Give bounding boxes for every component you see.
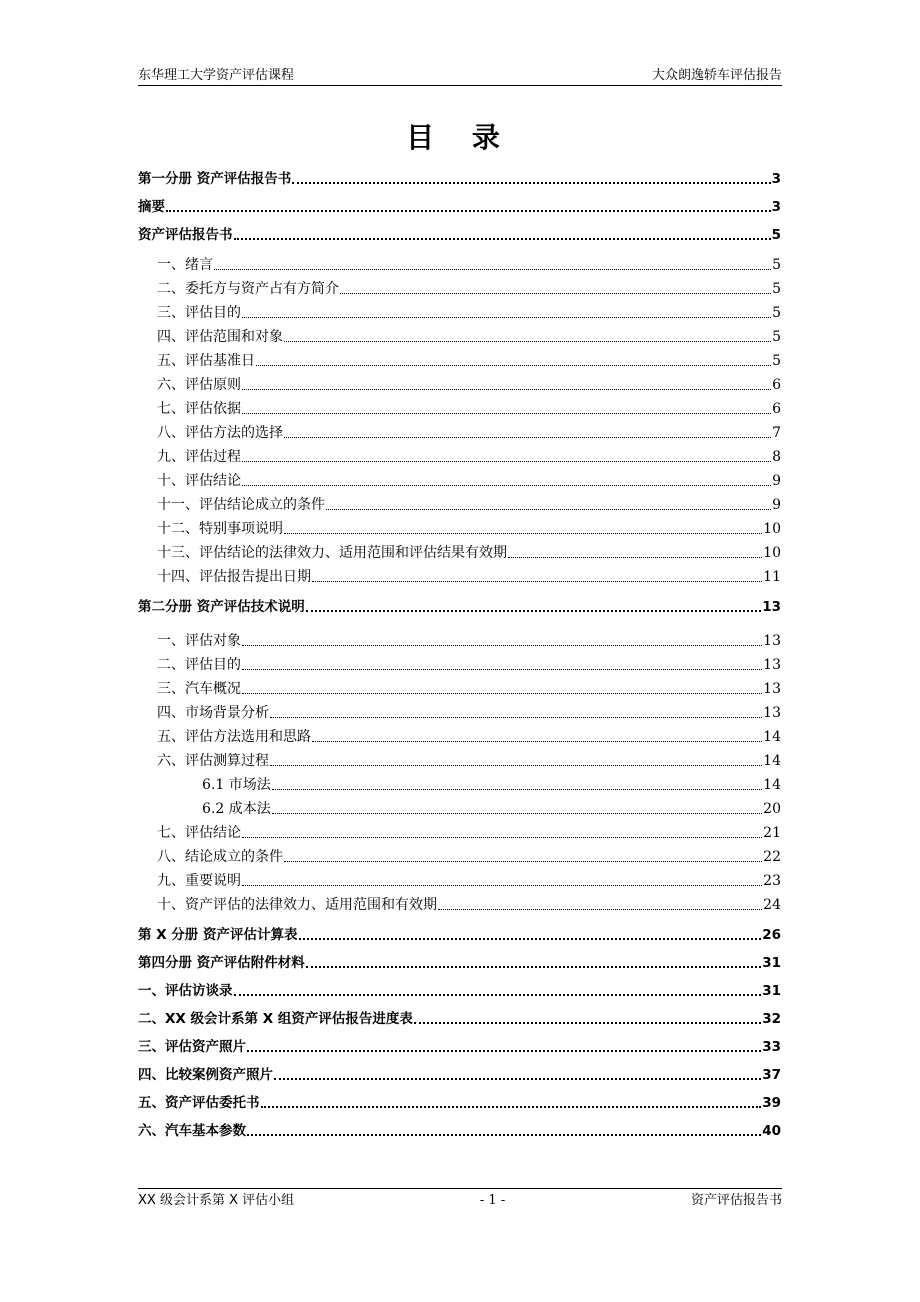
toc-entry-page: 20: [763, 801, 781, 817]
toc-entry-label: 四、市场背景分析: [157, 705, 269, 721]
toc-leader-dots: [261, 1106, 762, 1108]
toc-leader-dots: [242, 885, 762, 886]
toc-leader-dots: [284, 861, 762, 862]
toc-entry-page: 13: [763, 681, 781, 697]
toc-entry-label: 6.2 成本法: [202, 801, 271, 817]
toc-entry-label: 六、评估测算过程: [157, 753, 269, 769]
toc-entry-label: 十三、评估结论的法律效力、适用范围和评估结果有效期: [157, 545, 507, 561]
toc-entry[interactable]: [138, 1064, 781, 1084]
toc-entry-page: 7: [772, 425, 781, 441]
toc-entry-label: 六、汽车基本参数: [138, 1123, 246, 1139]
toc-entry[interactable]: [138, 566, 781, 586]
toc-entry-page: 11: [763, 569, 781, 585]
toc-entry-page: 33: [762, 1039, 781, 1055]
toc-entry-page: 14: [763, 777, 781, 793]
toc-entry-label: 十、资产评估的法律效力、适用范围和有效期: [157, 897, 437, 913]
toc-entry-page: 9: [772, 497, 781, 513]
toc-leader-dots: [438, 909, 762, 910]
footer-left-text: XX 级会计系第 X 评估小组: [138, 1193, 295, 1208]
toc-leader-dots: [274, 1078, 761, 1080]
toc-entry-page: 5: [771, 227, 781, 243]
toc-leader-dots: [272, 789, 762, 790]
toc-leader-dots: [242, 645, 762, 646]
toc-entry[interactable]: [138, 846, 781, 866]
toc-leader-dots: [340, 293, 771, 294]
toc-entry-label: 一、评估对象: [157, 633, 241, 649]
toc-entry[interactable]: [138, 774, 781, 794]
toc-leader-dots: [242, 413, 771, 414]
toc-entry-label: 二、评估目的: [157, 657, 241, 673]
toc-entry[interactable]: [138, 168, 781, 188]
toc-entry-label: 三、汽车概况: [157, 681, 241, 697]
toc-entry-page: 5: [772, 353, 781, 369]
toc-entry-page: 5: [772, 305, 781, 321]
toc-leader-dots: [256, 365, 771, 366]
toc-entry-label: 一、绪言: [157, 257, 213, 273]
toc-leader-dots: [247, 1050, 761, 1052]
toc-entry[interactable]: [138, 678, 781, 698]
toc-entry-label: 六、评估原则: [157, 377, 241, 393]
toc-leader-dots: [234, 994, 762, 996]
toc-leader-dots: [242, 693, 762, 694]
toc-entry-page: 24: [763, 897, 781, 913]
page-header: [138, 64, 782, 86]
toc-entry-label: 九、重要说明: [157, 873, 241, 889]
toc-leader-dots: [270, 717, 762, 718]
footer-right-text: 资产评估报告书: [690, 1193, 782, 1208]
toc-entry[interactable]: [138, 398, 781, 418]
toc-entry-label: 6.1 市场法: [202, 777, 271, 793]
toc-entry-label: 三、评估目的: [157, 305, 241, 321]
toc-entry-page: 13: [763, 705, 781, 721]
toc-entry-label: 九、评估过程: [157, 449, 241, 465]
toc-entry[interactable]: [138, 894, 781, 914]
toc-entry-page: 5: [772, 281, 781, 297]
toc-leader-dots: [312, 741, 762, 742]
toc-entry-page: 3: [771, 199, 781, 215]
toc-entry[interactable]: [138, 518, 781, 538]
toc-entry[interactable]: [138, 702, 781, 722]
toc-leader-dots: [234, 238, 771, 240]
toc-entry[interactable]: [138, 1120, 781, 1140]
toc-leader-dots: [508, 557, 762, 558]
toc-entry-label: 八、评估方法的选择: [157, 425, 283, 441]
toc-leader-dots: [166, 210, 771, 212]
toc-leader-dots: [284, 533, 762, 534]
toc-entry-page: 23: [763, 873, 781, 889]
toc-entry-page: 14: [763, 729, 781, 745]
toc-entry[interactable]: [138, 630, 781, 650]
toc-entry-label: 十一、评估结论成立的条件: [157, 497, 325, 513]
toc-entry-page: 26: [762, 927, 781, 943]
toc-entry-page: 40: [762, 1123, 781, 1139]
toc-entry[interactable]: [138, 196, 781, 216]
toc-entry-page: 9: [772, 473, 781, 489]
toc-entry[interactable]: [138, 952, 781, 972]
toc-entry-page: 10: [763, 521, 781, 537]
toc-entry-page: 5: [772, 329, 781, 345]
toc-leader-dots: [242, 389, 771, 390]
toc-entry[interactable]: [138, 924, 781, 944]
toc-entry-label: 五、资产评估委托书: [138, 1095, 260, 1111]
toc-leader-dots: [242, 669, 762, 670]
toc-entry[interactable]: [138, 470, 781, 490]
toc-entry-page: 8: [772, 449, 781, 465]
header-right-text: 大众朗逸轿车评估报告: [651, 68, 782, 83]
toc-leader-dots: [242, 485, 771, 486]
toc-entry-label: 第 X 分册 资产评估计算表: [138, 927, 298, 943]
toc-entry-page: 31: [762, 955, 781, 971]
toc-entry[interactable]: [138, 254, 781, 274]
toc-entry[interactable]: [138, 302, 781, 322]
toc-entry[interactable]: [138, 1092, 781, 1112]
toc-leader-dots: [306, 610, 762, 612]
toc-entry[interactable]: [138, 446, 781, 466]
toc-entry-label: 十四、评估报告提出日期: [157, 569, 311, 585]
toc-entry-page: 13: [763, 657, 781, 673]
toc-entry-label: 资产评估报告书: [138, 227, 233, 243]
toc-entry[interactable]: [138, 822, 781, 842]
toc-entry[interactable]: [138, 596, 781, 616]
toc-entry[interactable]: [138, 224, 781, 244]
toc-entry[interactable]: [138, 870, 781, 890]
toc-entry[interactable]: [138, 326, 781, 346]
toc-entry-label: 一、评估访谈录: [138, 983, 233, 999]
toc-leader-dots: [272, 813, 762, 814]
toc-entry-label: 五、评估方法选用和思路: [157, 729, 311, 745]
toc-entry-label: 四、评估范围和对象: [157, 329, 283, 345]
toc-leader-dots: [242, 837, 762, 838]
toc-leader-dots: [312, 581, 762, 582]
toc-entry-page: 14: [763, 753, 781, 769]
toc-entry-page: 6: [772, 401, 781, 417]
toc-entry[interactable]: [138, 654, 781, 674]
toc-entry-label: 七、评估依据: [157, 401, 241, 417]
toc-leader-dots: [242, 461, 771, 462]
toc-entry-label: 二、XX 级会计系第 X 组资产评估报告进度表: [138, 1011, 413, 1027]
toc-entry-label: 第四分册 资产评估附件材料: [138, 955, 305, 971]
toc-entry[interactable]: [138, 350, 781, 370]
toc-entry-page: 22: [763, 849, 781, 865]
toc-entry-label: 摘要: [138, 199, 165, 215]
toc-entry-label: 十二、特别事项说明: [157, 521, 283, 537]
toc-entry[interactable]: [138, 278, 781, 298]
toc-leader-dots: [242, 317, 771, 318]
toc-entry-label: 八、结论成立的条件: [157, 849, 283, 865]
toc-entry-page: 32: [762, 1011, 781, 1027]
toc-leader-dots: [284, 341, 771, 342]
toc-entry[interactable]: [138, 726, 781, 746]
toc-entry[interactable]: [138, 1008, 781, 1028]
toc-entry-page: 31: [762, 983, 781, 999]
toc-entry-label: 三、评估资产照片: [138, 1039, 246, 1055]
page-footer: [138, 1188, 782, 1208]
toc-entry-label: 五、评估基准日: [157, 353, 255, 369]
toc-entry-label: 第一分册 资产评估报告书: [138, 171, 292, 187]
toc-leader-dots: [299, 938, 762, 940]
toc-entry-label: 十、评估结论: [157, 473, 241, 489]
toc-entry[interactable]: [138, 542, 781, 562]
toc-entry-label: 四、比较案例资产照片: [138, 1067, 273, 1083]
toc-leader-dots: [214, 269, 771, 270]
header-left-text: 东华理工大学资产评估课程: [138, 68, 295, 83]
toc-leader-dots: [414, 1022, 761, 1024]
toc-entry-label: 二、委托方与资产占有方简介: [157, 281, 339, 297]
toc-title: 目 录: [406, 121, 514, 154]
toc-entry[interactable]: [138, 980, 781, 1000]
page-number: - 1 -: [479, 1193, 506, 1208]
toc-entry-page: 13: [763, 633, 781, 649]
toc-leader-dots: [247, 1134, 761, 1136]
toc-leader-dots: [284, 437, 771, 438]
toc-entry-label: 第二分册 资产评估技术说明: [138, 599, 305, 615]
toc-entry[interactable]: [138, 798, 781, 818]
toc-entry[interactable]: [138, 494, 781, 514]
toc-entry-page: 6: [772, 377, 781, 393]
toc-entry[interactable]: [138, 750, 781, 770]
toc-leader-dots: [292, 182, 770, 184]
toc-entry-page: 5: [772, 257, 781, 273]
toc-entry-page: 13: [762, 599, 781, 615]
toc-entry-page: 10: [763, 545, 781, 561]
toc-entry-label: 七、评估结论: [157, 825, 241, 841]
toc-leader-dots: [270, 765, 762, 766]
toc-entry-page: 37: [762, 1067, 781, 1083]
toc-entry-page: 21: [763, 825, 781, 841]
toc-entry-page: 3: [771, 171, 781, 187]
toc-leader-dots: [306, 966, 762, 968]
toc-entry-page: 39: [762, 1095, 781, 1111]
toc-leader-dots: [326, 509, 771, 510]
toc-entry[interactable]: [138, 422, 781, 442]
toc-entry[interactable]: [138, 1036, 781, 1056]
toc-entry[interactable]: [138, 374, 781, 394]
